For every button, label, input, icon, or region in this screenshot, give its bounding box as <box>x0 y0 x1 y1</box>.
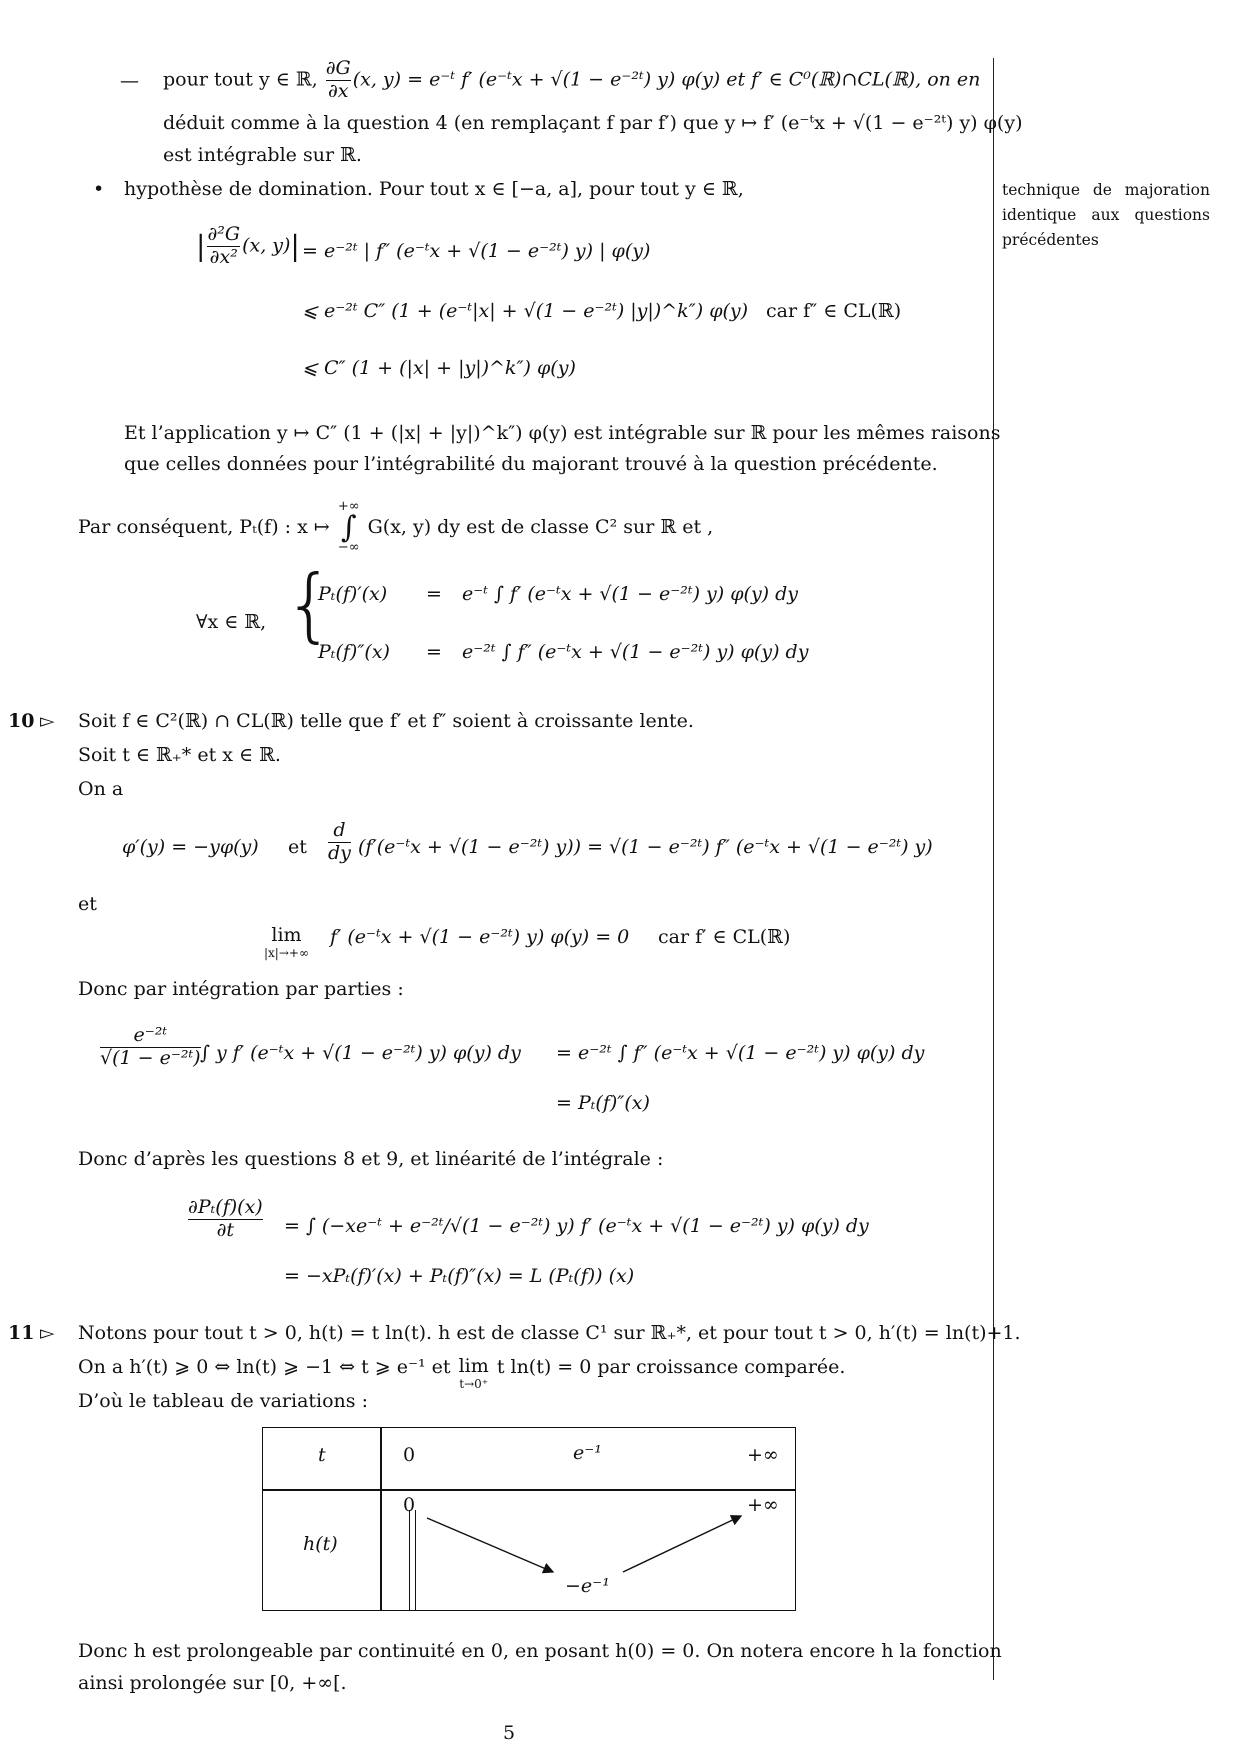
side-note: technique de majoration identique aux questions précédentes <box>1002 181 1210 249</box>
table-arrows <box>263 1428 797 1612</box>
variation-table <box>262 1427 796 1611</box>
q10-et: et <box>78 893 97 915</box>
q11-line1: Notons pour tout t > 0, h(t) = t ln(t). h est de classe C¹ sur ℝ₊*, et pour tout t > 0, h′(t) = ln(t)+1. <box>78 1322 1021 1344</box>
q10-ipp-lhs: ∫ y f′ (e⁻ᵗx + √(1 − e⁻²ᵗ) y) φ(y) dy <box>200 1042 521 1064</box>
domination-lhs: | $\frac{\text{∂²G}}{\text{∂x²}}$ (x, y)| <box>196 223 300 268</box>
q10-ipp-line2: = Pₜ(f)″(x) <box>556 1092 650 1114</box>
top-list-line3: est intégrable sur ℝ. <box>163 144 362 166</box>
margin-rule <box>993 58 994 1680</box>
q11-line2: On a h′(t) ⩾ 0 ⇔ ln(t) ⩾ −1 ⇔ t ⩾ e⁻¹ et lim t→0⁺ t ln(t) = 0 par croissance comparée. <box>78 1355 846 1391</box>
q10-eq1-derivative: $\frac{d}{dy}$ <box>328 819 351 864</box>
domination-row2-reason: car f″ ∈ CL(ℝ) <box>766 300 902 322</box>
q10-final-rhs: = ∫ (−xe⁻ᵗ + e⁻²ᵗ/√(1 − e⁻²ᵗ) y) f′ (e⁻ᵗx + √(1 − e⁻²ᵗ) y) φ(y) dy <box>284 1215 869 1237</box>
system-row1-eq: = <box>426 583 442 605</box>
q10-limit-expr: f′ (e⁻ᵗx + √(1 − e⁻²ᵗ) y) φ(y) = 0 <box>330 926 630 948</box>
bullet-marker: • <box>93 178 105 200</box>
bullet-text: hypothèse de domination. Pour tout x ∈ [−a, a], pour tout y ∈ ℝ, <box>124 178 744 200</box>
q10-line1: Soit f ∈ C²(ℝ) ∩ CL(ℝ) telle que f′ et f″ soient à croissante lente. <box>78 710 694 732</box>
q10-limit: lim |x|→+∞ <box>264 924 309 960</box>
q10-after: Donc d’après les questions 8 et 9, et linéarité de l’intégrale : <box>78 1148 664 1170</box>
domination-row1: = e⁻²ᵗ | f″ (e⁻ᵗx + √(1 − e⁻²ᵗ) y) | φ(y) <box>302 240 651 262</box>
q10-eq1-right: (f′(e⁻ᵗx + √(1 − e⁻²ᵗ) y)) = √(1 − e⁻²ᵗ) f″ (e⁻ᵗx + √(1 − e⁻²ᵗ) y) <box>358 836 933 858</box>
table-t-e-inv: e⁻¹ <box>573 1442 602 1464</box>
table-t-0: 0 <box>403 1444 416 1466</box>
table-t-inf: +∞ <box>747 1444 779 1466</box>
q10-line2: Soit t ∈ ℝ₊* et x ∈ ℝ. <box>78 744 281 766</box>
system-row1-lhs: Pₜ(f)′(x) <box>318 583 388 605</box>
table-h-min: −e⁻¹ <box>565 1575 610 1597</box>
system-row2-eq: = <box>426 641 442 663</box>
application-line2: que celles données pour l’intégrabilité du majorant trouvé à la question précédente. <box>124 453 938 475</box>
q11-marker: ▻ <box>40 1322 55 1344</box>
q10-final-line2: = −xPₜ(f)′(x) + Pₜ(f)″(x) = L (Pₜ(f)) (x) <box>284 1265 635 1287</box>
q11-conclusion1: Donc h est prolongeable par continuité en 0, en posant h(0) = 0. On notera encore h la fonction <box>78 1640 1002 1662</box>
domination-row3: ⩽ C″ (1 + (|x| + |y|)^k″) φ(y) <box>302 357 576 379</box>
system-row2-lhs: Pₜ(f)″(x) <box>318 641 390 663</box>
q10-ipp-rhs: = e⁻²ᵗ ∫ f″ (e⁻ᵗx + √(1 − e⁻²ᵗ) y) φ(y) dy <box>556 1042 925 1064</box>
q10-marker: ▻ <box>40 710 55 732</box>
decreasing-arrow <box>427 1518 553 1572</box>
system-forall: ∀x ∈ ℝ, <box>196 611 267 633</box>
dash-marker: — <box>120 70 139 92</box>
q11-number: 11 <box>8 1322 35 1344</box>
q11-line3: D’où le tableau de variations : <box>78 1390 368 1412</box>
q10-eq1-left: φ′(y) = −yφ(y) <box>122 836 259 858</box>
q10-ipp-intro: Donc par intégration par parties : <box>78 978 404 1000</box>
domination-row2: ⩽ e⁻²ᵗ C″ (1 + (e⁻ᵗ|x| + √(1 − e⁻²ᵗ) |y|)^k″) φ(y) <box>302 300 749 322</box>
consequence-line: Par conséquent, Pₜ(f) : x ↦ +∞ ∫ −∞ G(x, y) dy est de classe C² sur ℝ et , <box>78 499 714 555</box>
system-brace: { <box>284 558 335 651</box>
q10-number: 10 <box>8 710 35 732</box>
top-list-line2: déduit comme à la question 4 (en remplaçant f par f′) que y ↦ f′ (e⁻ᵗx + √(1 − e⁻²ᵗ) y) φ(y) <box>163 112 1023 134</box>
page-number: 5 <box>503 1722 516 1744</box>
increasing-arrow <box>623 1516 741 1572</box>
q10-limit-reason: car f′ ∈ CL(ℝ) <box>658 926 791 948</box>
top-list-line1: pour tout y ∈ ℝ, $\frac{\partial G}{\partial x}$ (x, y) = e⁻ᵗ f′ (e⁻ᵗx + √(1 − e⁻²ᵗ) y) φ(y) et f′ ∈ C⁰(ℝ)∩CL(ℝ), on en <box>163 57 981 102</box>
system-row1-rhs: e⁻ᵗ ∫ f′ (e⁻ᵗx + √(1 − e⁻²ᵗ) y) φ(y) dy <box>462 583 799 605</box>
table-h-start: 0 <box>403 1494 416 1516</box>
table-h-label: h(t) <box>303 1533 338 1555</box>
q10-eq1-et: et <box>288 836 307 858</box>
partial-G-x: $\frac{\partial G}{\partial x}$ <box>325 57 351 102</box>
q10-final-lhs: $\frac{\text{∂Pₜ(f)(x)}}{\partial t}$ <box>188 1196 263 1241</box>
q11-conclusion2: ainsi prolongée sur [0, +∞[. <box>78 1672 347 1694</box>
table-t-label: t <box>318 1444 326 1466</box>
q10-ipp-frac: $\frac{\text{e⁻²ᵗ}}{\text{√(1 − e⁻²ᵗ)}}$ <box>100 1024 201 1069</box>
table-h-end: +∞ <box>747 1494 779 1516</box>
system-row2-rhs: e⁻²ᵗ ∫ f″ (e⁻ᵗx + √(1 − e⁻²ᵗ) y) φ(y) dy <box>462 641 809 663</box>
q10-line3: On a <box>78 778 124 800</box>
application-line1: Et l’application y ↦ C″ (1 + (|x| + |y|)^k″) φ(y) est intégrable sur ℝ pour les mêmes raisons <box>124 422 1001 444</box>
